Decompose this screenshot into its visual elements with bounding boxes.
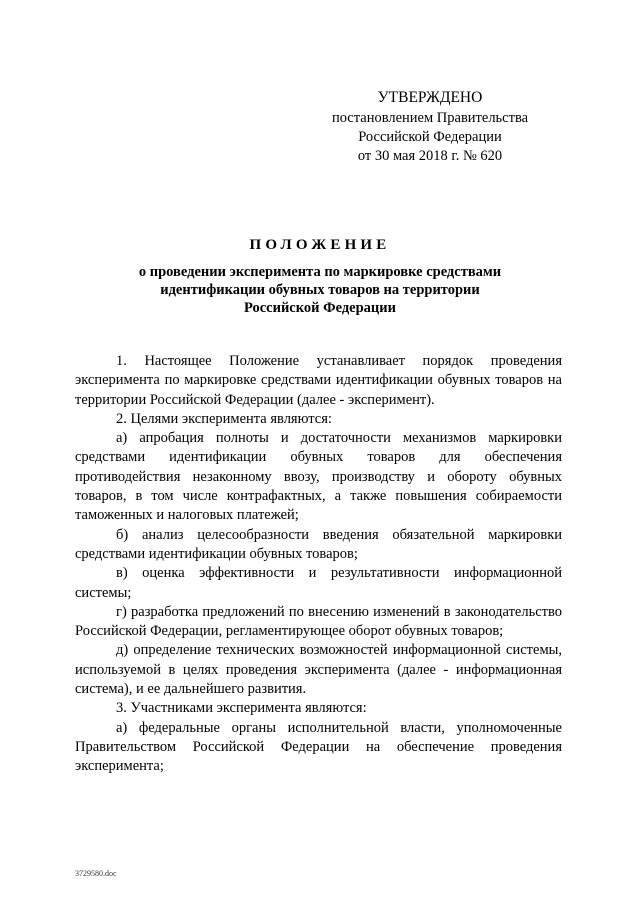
approval-line-3: от 30 мая 2018 г. № 620: [357, 148, 503, 164]
paragraph-2d: г) разработка предложений по внесению изменений в законодательство Российской Федерации, регламентирующее оборот обувных товаров;: [75, 603, 562, 640]
paragraph-2b: б) анализ целесообразности введения обязательной маркировки средствами идентификации обувных товаров;: [75, 526, 562, 562]
paragraph-3: 3. Участниками эксперимента являются:: [116, 700, 367, 717]
subtitle-line: о проведении эксперимента по маркировке средствами: [138, 264, 502, 280]
paragraph-3a: а) федеральные органы исполнительной власти, уполномоченные Правительством Российской Федерации на обеспечение проведения эксперимента;: [75, 719, 562, 775]
subtitle-line: Российской Федерации: [243, 300, 396, 316]
document-title: ПОЛОЖЕНИЕ: [249, 237, 391, 253]
approval-stamp: [330, 88, 530, 166]
paragraph-2a: а) апробация полноты и достаточности механизмов маркировки средствами идентификации обувных товаров для обеспечения противодействия незаконному ввозу, производству и обороту обувных товаров, в том числе контрафактных, а также повышения собираемости таможенных и налоговых платежей;: [75, 430, 562, 524]
file-id: 3729580.doc: [75, 869, 117, 878]
paragraph-2e: д) определение технических возможностей информационной системы, используемой в целях проведения эксперимента (далее - информационная система), и ее дальнейшего развития.: [75, 642, 562, 698]
approval-title: УТВЕРЖДЕНО: [377, 89, 483, 106]
approval-line-2: Российской Федерации: [358, 129, 502, 145]
document-body: [75, 352, 562, 777]
subtitle-line: идентификации обувных товаров на территории: [160, 282, 480, 298]
document-subtitle: [100, 263, 540, 317]
approval-line-1: постановлением Правительства: [331, 110, 529, 126]
paragraph-2c: в) оценка эффективности и результативности информационной системы;: [75, 565, 562, 601]
paragraph-1: 1. Настоящее Положение устанавливает порядок проведения эксперимента по маркировке средствами идентификации обувных товаров на территории Российской Федерации (далее - эксперимент).: [75, 353, 562, 408]
paragraph-2: 2. Целями эксперимента являются:: [116, 410, 332, 427]
